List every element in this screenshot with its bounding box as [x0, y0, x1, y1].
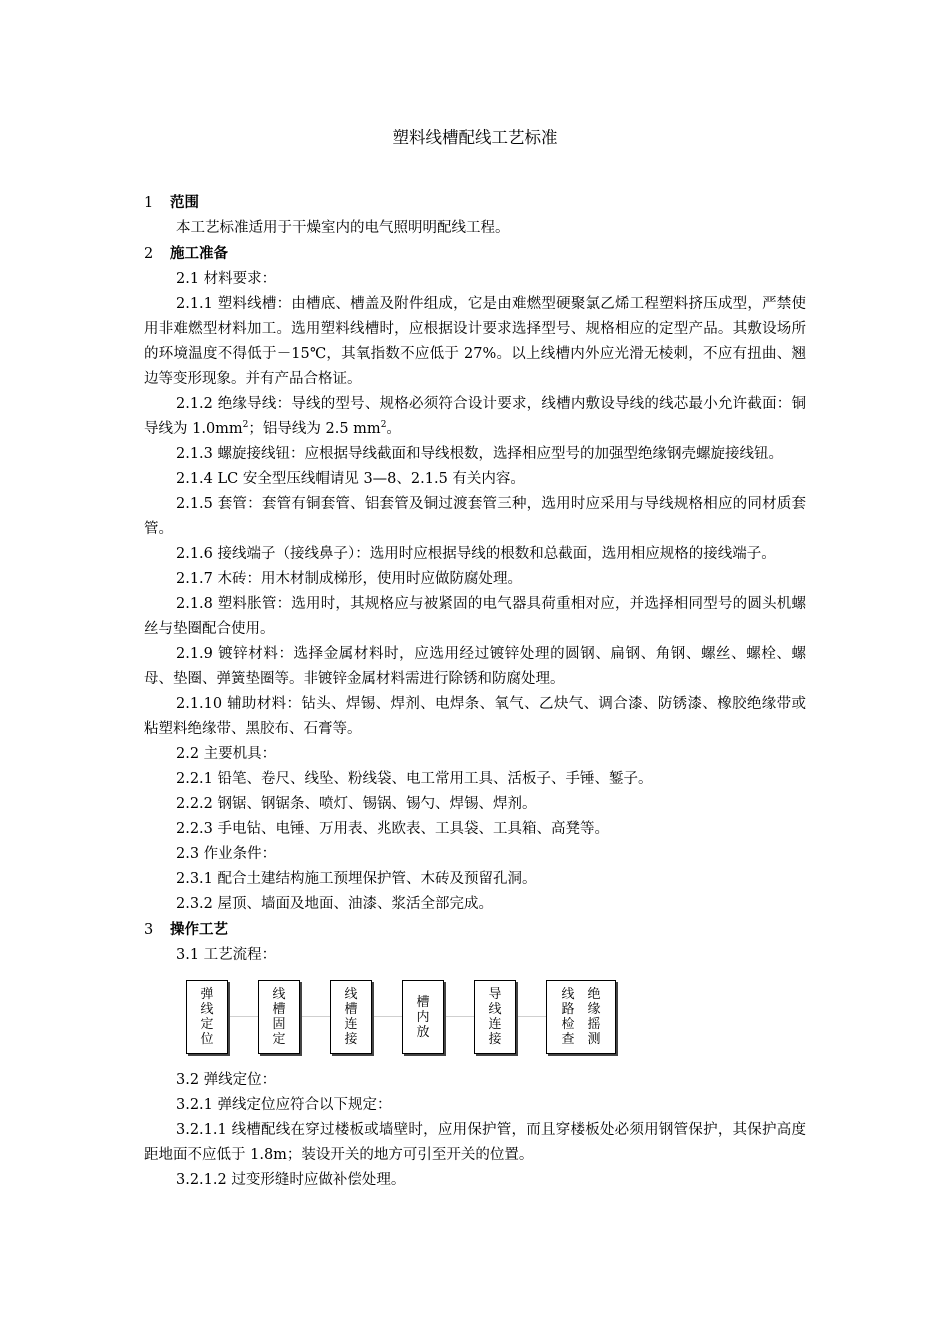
paragraph-2-2-1: 2.2.1 铅笔、卷尺、线坠、粉线袋、电工常用工具、活板子、手锤、錾子。	[176, 771, 653, 787]
flow-step-text: 槽内放	[416, 994, 430, 1040]
flow-step-text: 线槽固定	[272, 987, 286, 1047]
section-heading-scope	[144, 190, 806, 216]
paragraph-2-3-2: 2.3.2 屋顶、墙面及地面、油漆、浆活全部完成。	[176, 896, 494, 912]
paragraph-3-1: 3.1 工艺流程：	[176, 947, 277, 963]
section-number: 1	[144, 195, 154, 211]
flow-step-text: 弹线定位	[200, 987, 214, 1047]
flow-step-6	[546, 980, 616, 1054]
paragraph-scope: 本工艺标准适用于干燥室内的电气照明明配线工程。	[176, 220, 510, 236]
paragraph-2-1-2	[144, 392, 806, 442]
paragraph-2-2-3: 2.2.3 手电钻、电锤、万用表、兆欧表、工具袋、工具箱、高凳等。	[176, 821, 610, 837]
flow-step-1	[186, 980, 228, 1054]
flow-step-text: 线槽连接	[344, 987, 358, 1047]
paragraph-3-2-1: 3.2.1 弹线定位应符合以下规定：	[176, 1097, 392, 1113]
paragraph-2-1-10: 2.1.10 辅助材料：钻头、焊锡、焊剂、电焊条、氧气、乙炔气、调合漆、防锈漆、橡胶绝缘带或粘塑料绝缘带、黑胶布、石膏等。	[144, 696, 806, 737]
superscript: 2	[380, 420, 387, 431]
section-title: 范围	[170, 194, 199, 211]
superscript: 2	[242, 420, 249, 431]
paragraph-2-1-1: 2.1.1 塑料线槽：由槽底、槽盖及附件组成，它是由难燃型硬聚氯乙烯工程塑料挤压成型，严禁使用非难燃型材料加工。选用塑料线槽时，应根据设计要求选择型号、规格相应的定型产品。其敷设场所的环境温度不得低于－15℃，其氧指数不应低于 27%。以上线槽内外应光滑无棱刺，不应有扭曲、翘边等变形现象。并有产品合格证。	[144, 296, 806, 387]
flow-step-text: 导线连接	[488, 987, 502, 1047]
paragraph-text: ；铝导线为 2.5 mm	[248, 421, 381, 437]
section-heading-preparation	[144, 241, 806, 267]
section-heading-operation	[144, 917, 806, 943]
document-title: 塑料线槽配线工艺标准	[392, 128, 558, 147]
document-page	[144, 124, 806, 1193]
flow-step-3	[330, 980, 372, 1054]
paragraph-2-2: 2.2 主要机具：	[176, 746, 277, 762]
paragraph-3-2: 3.2 弹线定位：	[176, 1072, 277, 1088]
flow-step-2	[258, 980, 300, 1054]
flow-step-text: 绝缘摇测	[587, 987, 601, 1047]
flow-step-5	[474, 980, 516, 1054]
paragraph-2-1-9: 2.1.9 镀锌材料：选择金属材料时，应选用经过镀锌处理的圆钢、扁钢、角钢、螺丝、螺栓、螺母、垫圈、弹簧垫圈等。非镀锌金属材料需进行除锈和防腐处理。	[144, 646, 806, 687]
section-number: 3	[144, 922, 154, 938]
flow-step-text: 线路检查	[561, 987, 575, 1047]
paragraph-2-1-6: 2.1.6 接线端子（接线鼻子）：选用时应根据导线的根数和总截面，选用相应规格的接线端子。	[176, 546, 776, 562]
paragraph-2-1-5: 2.1.5 套管：套管有铜套管、铝套管及铜过渡套管三种，选用时应采用与导线规格相应的同材质套管。	[144, 496, 806, 537]
paragraph-2-2-2: 2.2.2 钢锯、钢锯条、喷灯、锡锅、锡勺、焊锡、焊剂。	[176, 796, 537, 812]
paragraph-text: 。	[386, 421, 401, 437]
process-flow-diagram	[186, 974, 626, 1060]
paragraph-2-1: 2.1 材料要求：	[176, 271, 277, 287]
flow-step-4	[402, 980, 444, 1054]
paragraph-2-3: 2.3 作业条件：	[176, 846, 277, 862]
paragraph-2-1-4: 2.1.4 LC 安全型压线帽请见 3—8、2.1.5 有关内容。	[176, 471, 525, 487]
paragraph-text: 2.1.2 绝缘导线：导线的型号、规格必须符合设计要求，线槽内敷设导线的线芯最小允许截面：铜导线为 1.0mm	[144, 396, 806, 437]
section-title: 施工准备	[170, 245, 228, 262]
section-number: 2	[144, 246, 154, 262]
paragraph-2-1-8: 2.1.8 塑料胀管：选用时，其规格应与被紧固的电气器具荷重相对应，并选择相同型号的圆头机螺丝与垫圈配合使用。	[144, 596, 806, 637]
paragraph-2-1-3: 2.1.3 螺旋接线钮：应根据导线截面和导线根数，选择相应型号的加强型绝缘钢壳螺旋接线钮。	[176, 446, 783, 462]
paragraph-2-3-1: 2.3.1 配合土建结构施工预埋保护管、木砖及预留孔洞。	[176, 871, 537, 887]
paragraph-3-2-1-1: 3.2.1.1 线槽配线在穿过楼板或墙壁时，应用保护管，而且穿楼板处必须用钢管保护，其保护高度距地面不应低于 1.8m；装设开关的地方可引至开关的位置。	[144, 1122, 806, 1163]
paragraph-2-1-7: 2.1.7 木砖：用木材制成梯形，使用时应做防腐处理。	[176, 571, 523, 587]
paragraph-3-2-1-2: 3.2.1.2 过变形缝时应做补偿处理。	[176, 1172, 406, 1188]
section-title: 操作工艺	[170, 921, 228, 938]
